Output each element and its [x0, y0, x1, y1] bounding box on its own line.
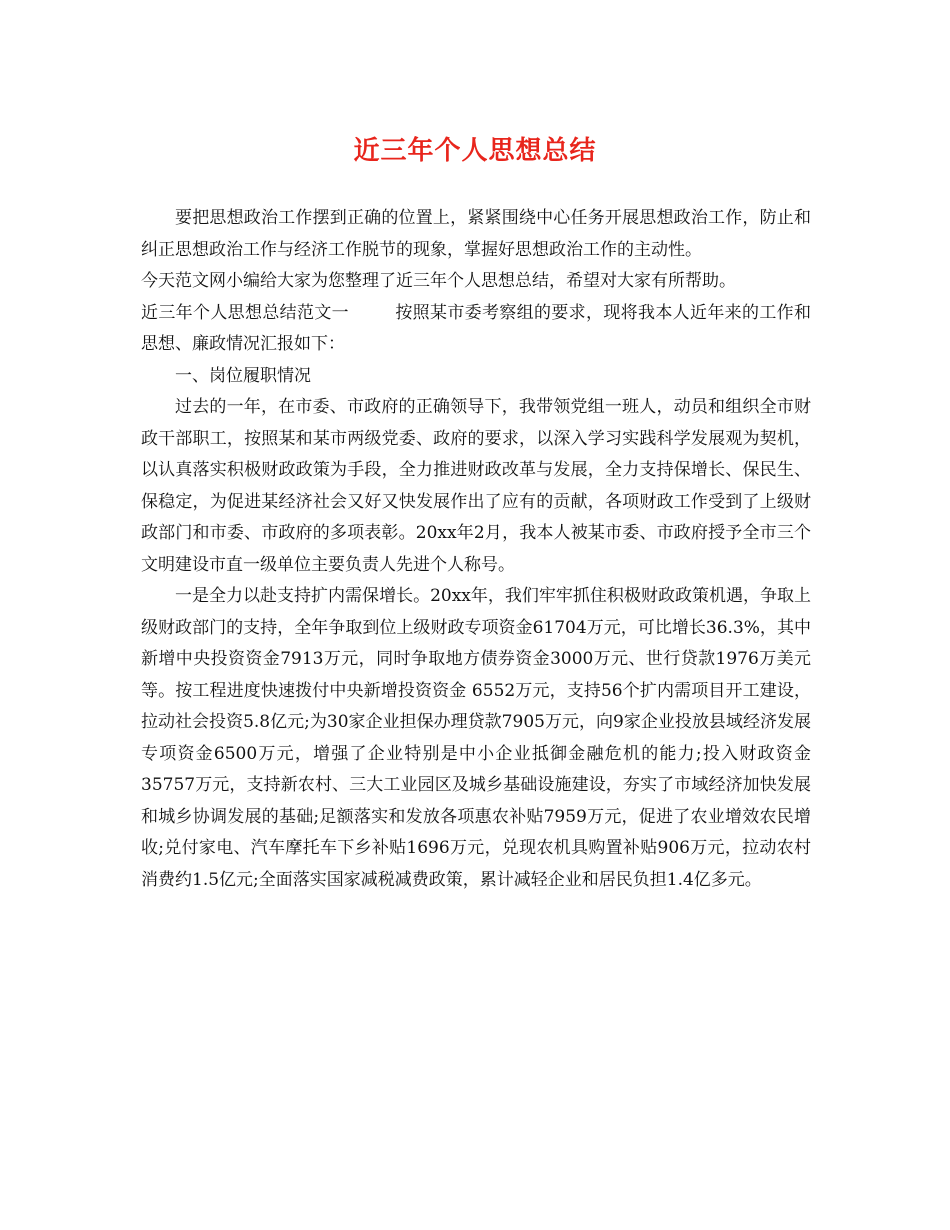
intro-sentence-2: 今天范文网小编给大家为您整理了近三年个人思想总结，希望对大家有所帮助。: [141, 271, 736, 291]
intro-paragraph: [141, 203, 811, 266]
sample-intro-paragraph: [141, 298, 811, 361]
body-paragraph-2: 一是全力以赴支持扩内需保增长。20xx年，我们牢牢抓住积极财政政策机遇，争取上级财政部门的支持，全年争取到位上级财政专项资金61704万元，可比增长36.3%，其中新增中央投资资金7913万元，同时争取地方债券资金3000万元、世行贷款1976万美元等。按工程进度快速拨付中央新增投资资金 6552万元，支持56个扩内需项目开工建设，拉动社会投资5.8亿元;为30家企业担保办理贷款7905万元，向9家企业投放县域经济发展专项资金6500万元，增强了企业特别是中小企业抵御金融危机的能力;投入财政资金35757万元，支持新农村、三大工业园区及城乡基础设施建设，夯实了市域经济加快发展和城乡协调发展的基础;足额落实和发放各项惠农补贴7959万元，促进了农业增效农民增收;兑付家电、汽车摩托车下乡补贴1696万元，兑现农机具购置补贴906万元，拉动农村消费约1.5亿元;全面落实国家减税减费政策，累计减轻企业和居民负担1.4亿多元。: [141, 586, 811, 890]
document-body: [141, 203, 811, 896]
intro-paragraph-2: [141, 266, 811, 298]
body-paragraph-1: 过去的一年，在市委、市政府的正确领导下，我带领党组一班人，动员和组织全市财政干部职工，按照某和某市两级党委、政府的要求，以深入学习实践科学发展观为契机，以认真落实积极财政政策为手段，全力推进财政改革与发展，全力支持保增长、保民生、保稳定，为促进某经济社会又好又快发展作出了应有的贡献，各项财政工作受到了上级财政部门和市委、市政府的多项表彰。20xx年2月，我本人被某市委、市政府授予全市三个文明建设市直一级单位主要负责人先进个人称号。: [141, 397, 811, 575]
document-title: 近三年个人思想总结: [353, 136, 597, 166]
sample-lead: 按照某市委考察组的要求，现将我本人近年来的工作和思想、廉政情况汇报如下：: [141, 302, 811, 354]
intro-sentence-1: 要把思想政治工作摆到正确的位置上，紧紧围绕中心任务开展思想政治工作，防止和纠正思想政治工作与经济工作脱节的现象，掌握好思想政治工作的主动性。: [141, 208, 811, 260]
section-heading: 一、岗位履职情况: [175, 365, 311, 386]
sample-label: 近三年个人思想总结范文一: [141, 302, 349, 323]
